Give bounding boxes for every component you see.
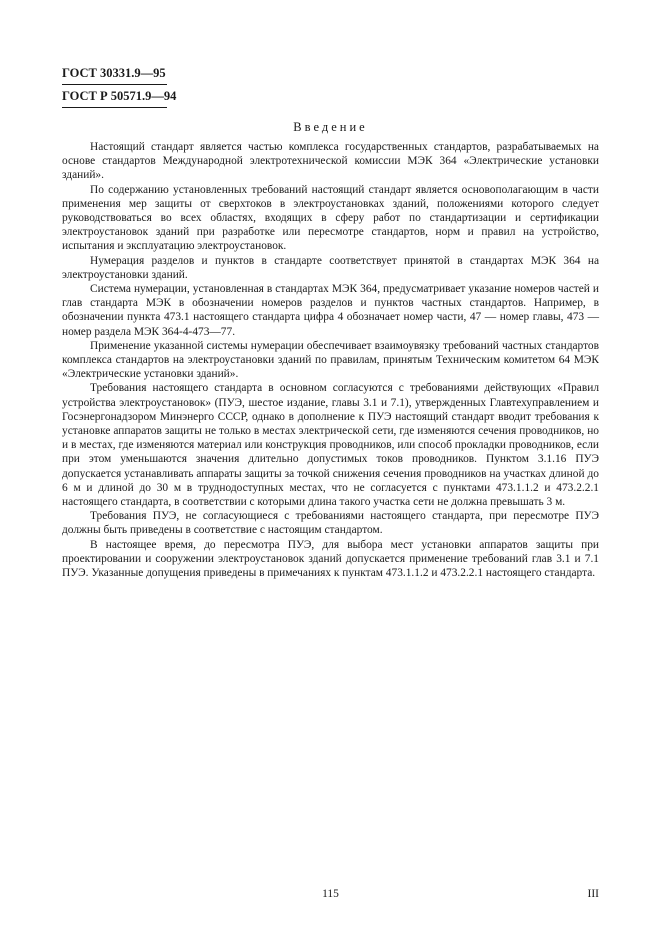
section-title: Введение (293, 120, 368, 134)
paragraph: Нумерация разделов и пунктов в стандарте соответствует принятой в стандартах МЭК 364 на электроустановки зданий. (62, 254, 599, 281)
paragraph: Применение указанной системы нумерации обеспечивает взаимоувязку требований частных стандартов комплекса стандартов на электроустановки зданий по правилам, принятым Техническим комитетом 64 МЭК «Электрические установки зданий». (62, 339, 599, 381)
paragraph: По содержанию установленных требований настоящий стандарт является основополагающим в части применения мер защиты от сверхтоков в электроустановках зданий, положениями которого следует руководствоваться во всех областях, входящих в сферу работ по стандартизации и сертификации электроустановок зданий при разработке или пересмотре стандартов, норм и правил на устройство, испытания и эксплуатацию электроустановок. (62, 183, 599, 253)
paragraph: Требования настоящего стандарта в основном согласуются с требованиями действующих «Правил устройства электроустановок» (ПУЭ, шестое издание, главы 3.1 и 7.1), утвержденных Главтехуправлением и Госэнергонадзором Минэнерго СССР, однако в дополнение к ПУЭ настоящий стандарт вводит требования к установке аппаратов защиты не только в местах электрической сети, где изменяются сечения проводников, но и в местах, где изменяются материал или конструкция проводников, или способ прокладки проводников, если при этом уменьшаются значения длительно допустимых токов проводников. Пунктом 3.1.16 ПУЭ допускается устанавливать аппараты защиты за точкой снижения сечения проводников на участках длиной до 6 м и длиной до 30 м в труднодоступных местах, что не согласуется с пунктами 473.1.1.2 и 473.2.2.1 настоящего стандарта, в соответствии с которыми длина такого участка сети не должна превышать 3 м. (62, 382, 599, 509)
paragraph: Настоящий стандарт является частью комплекса государственных стандартов, разрабатываемых на основе стандартов Международной электротехнической комиссии МЭК 364 «Электрические установки зданий». (62, 141, 599, 182)
standard-designation (62, 66, 192, 108)
roman-page-number: III (587, 888, 599, 900)
standard-code-secondary: ГОСТ Р 50571.9—94 (62, 89, 167, 108)
paragraph: Система нумерации, установленная в стандартах МЭК 364, предусматривает указание номеров частей и глав стандарта МЭК в обозначении номеров разделов и пунктов частных стандартов. Например, в обозначении пункта 473.1 настоящего стандарта цифра 4 обозначает номер части, 47 — номер главы, 473 — номер раздела МЭК 364-4-473—77. (62, 283, 599, 338)
paragraph: В настоящее время, до пересмотра ПУЭ, для выбора мест установки аппаратов защиты при проектировании и сооружении электроустановок зданий допускается применение требований глав 3.1 и 7.1 ПУЭ. Указанные допущения приведены в примечаниях к пунктам 473.1.1.2 и 473.2.2.1 настоящего стандарта. (62, 538, 599, 580)
paragraph: Требования ПУЭ, не согласующиеся с требованиями настоящего стандарта, при пересмотре ПУЭ должны быть приведены в соответствие с настоящим стандартом. (62, 510, 599, 537)
body-text (62, 140, 599, 580)
standard-code-primary: ГОСТ 30331.9—95 (62, 66, 167, 85)
page-number: 115 (322, 888, 339, 900)
